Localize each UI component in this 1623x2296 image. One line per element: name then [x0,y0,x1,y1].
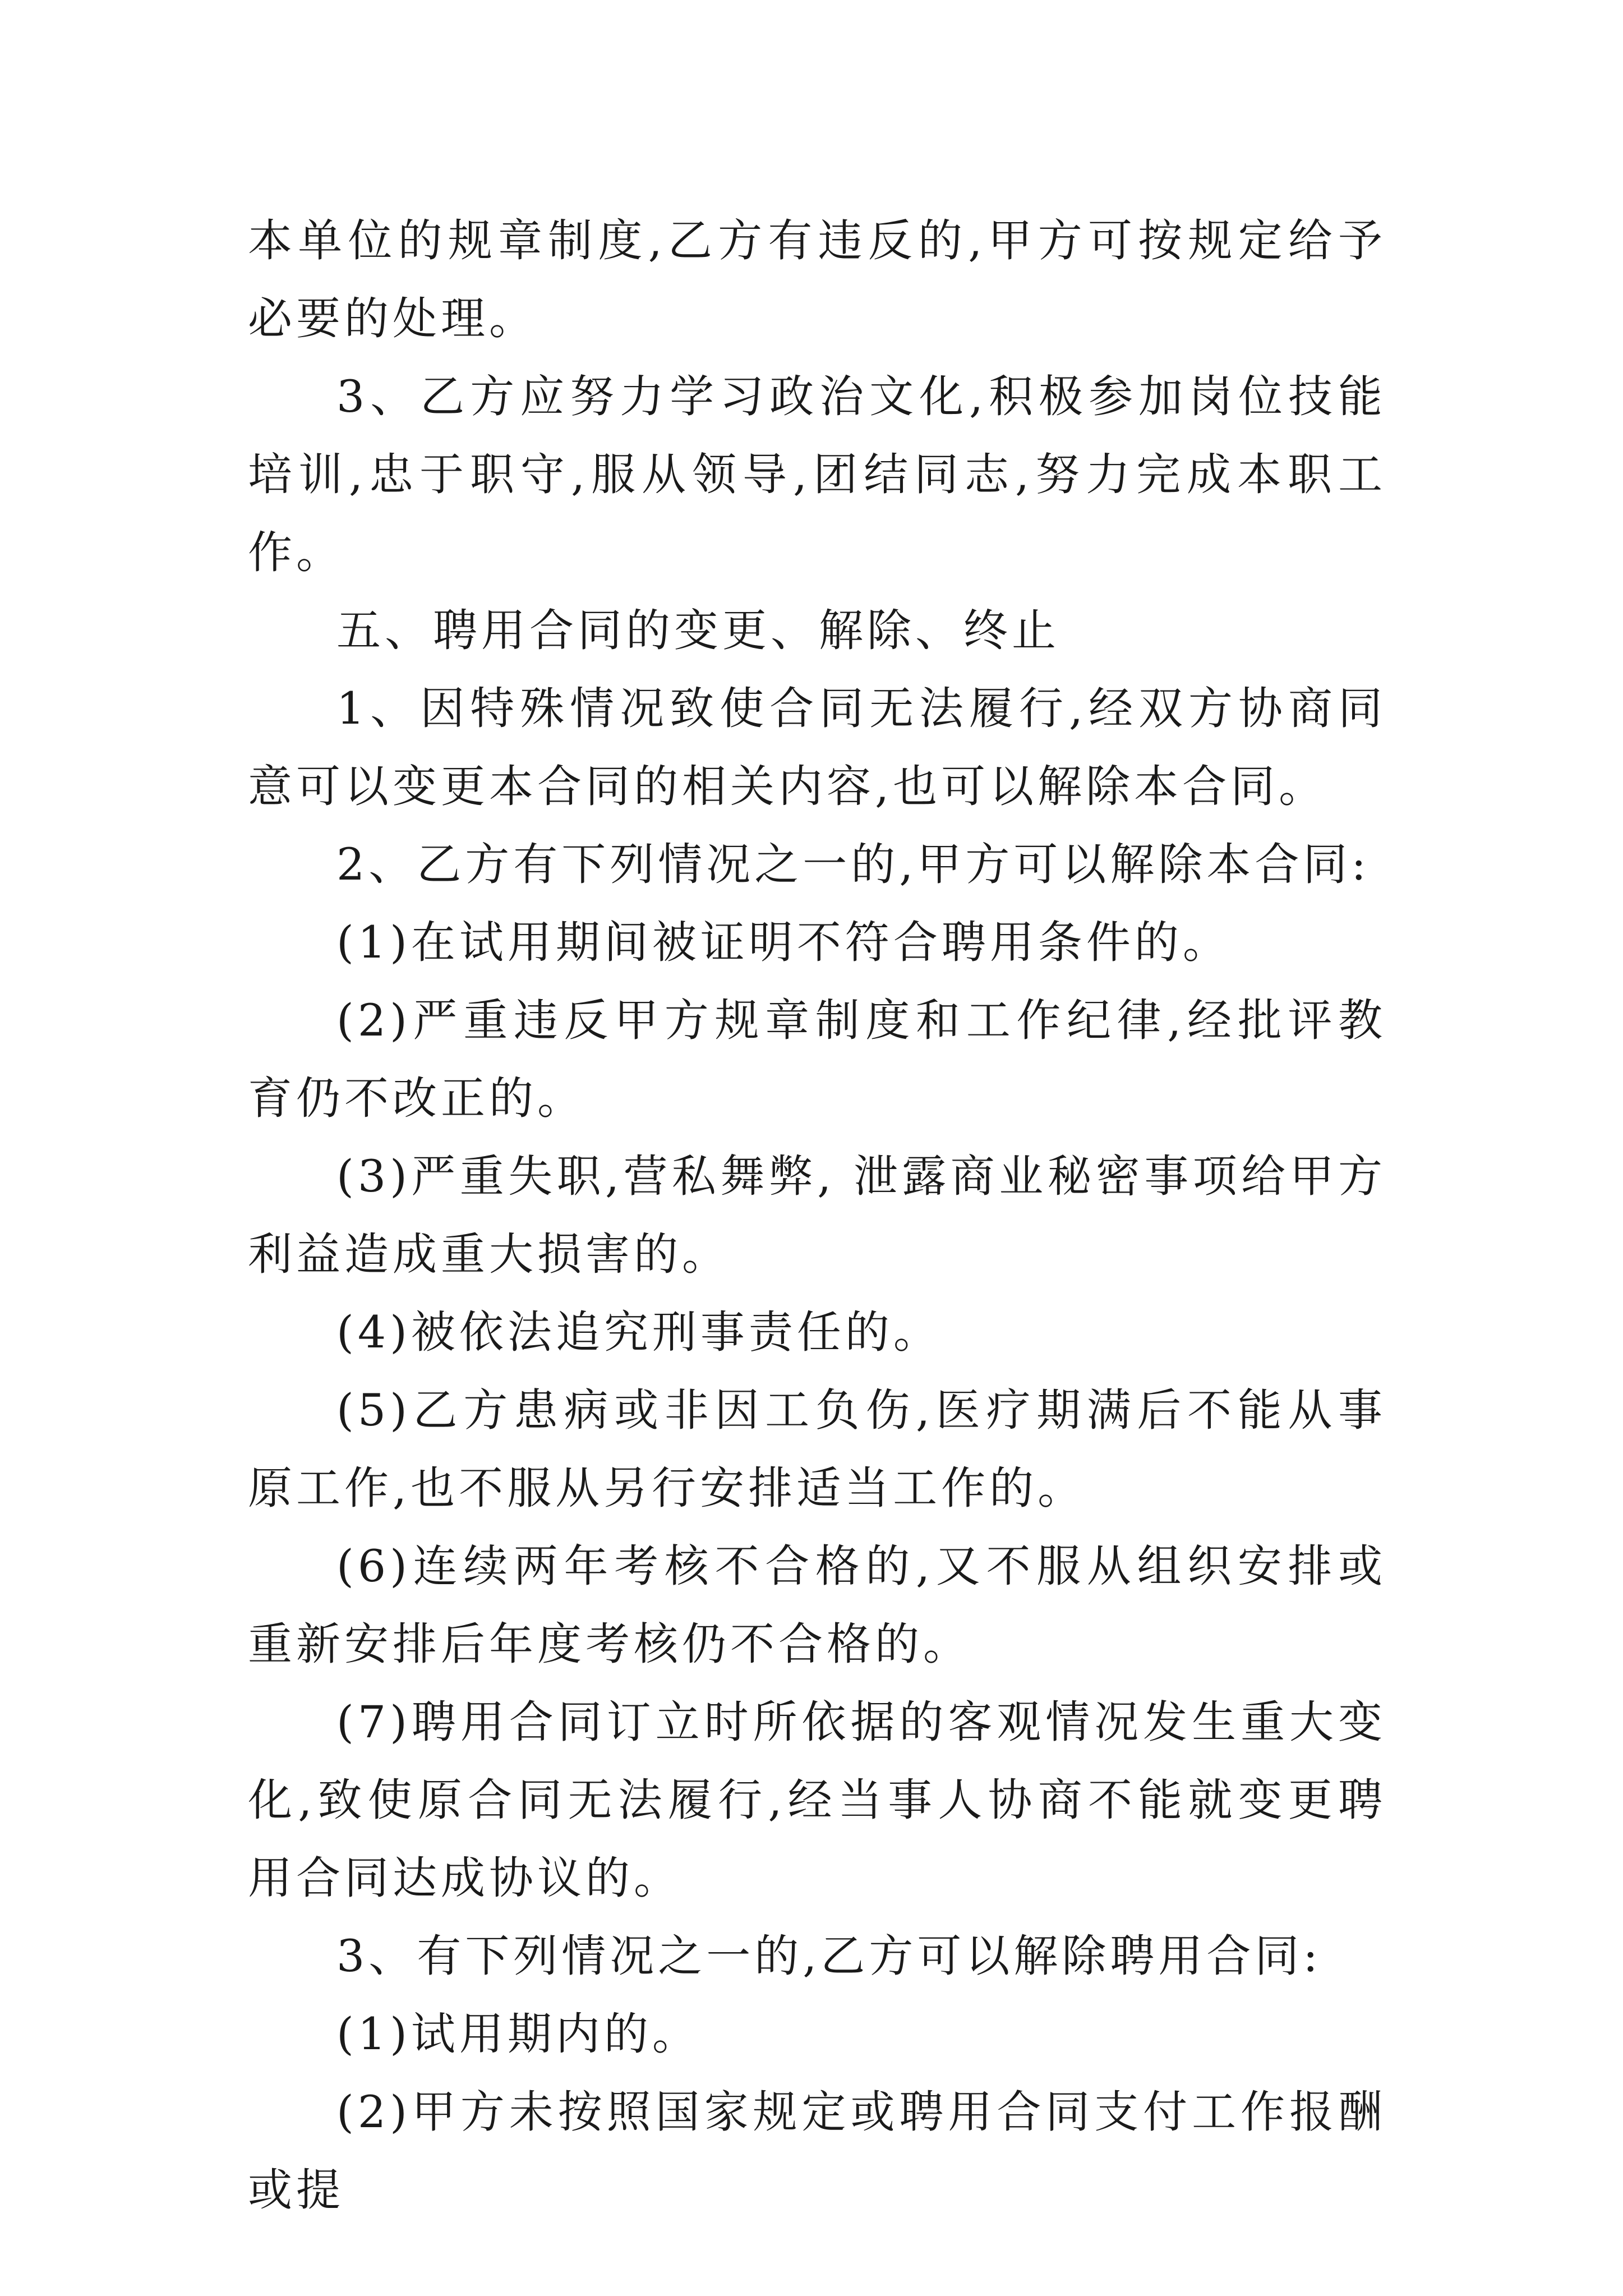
list-item: (1)在试用期间被证明不符合聘用条件的。 [336,917,1231,968]
section-heading: 五、聘用合同的变更、解除、终止 [336,605,1060,656]
list-item: (5)乙方患病或非因工负伤,医疗期满后不能从事原工作,也不服从另行安排适当工作的。 [248,1384,1386,1514]
list-item: (2)甲方未按照国家规定或聘用合同支付工作报酬或提 [248,2086,1386,2216]
list-item: (2)严重违反甲方规章制度和工作纪律,经批评教育仍不改正的。 [248,995,1386,1124]
paragraph: 3、有下列情况之一的,乙方可以解除聘用合同: [336,1930,1322,1982]
document-body [248,202,1386,2229]
list-item: (7)聘用合同订立时所依据的客观情况发生重大变化,致使原合同无法履行,经当事人协商不能就变更聘用合同达成协议的。 [248,1696,1386,1904]
paragraph: 3、乙方应努力学习政治文化,积极参加岗位技能培训,忠于职守,服从领导,团结同志,努力完成本职工作。 [248,371,1386,578]
list-item: (1)试用期内的。 [336,2008,700,2060]
list-item: (6)连续两年考核不合格的,又不服从组织安排或重新安排后年度考核仍不合格的。 [248,1540,1386,1670]
list-item: (4)被依法追究刑事责任的。 [336,1306,942,1358]
paragraph: 2、乙方有下列情况之一的,甲方可以解除本合同: [336,839,1370,890]
paragraph: 本单位的规章制度,乙方有违反的,甲方可按规定给予必要的处理。 [248,215,1386,344]
list-item: (3)严重失职,营私舞弊, 泄露商业秘密事项给甲方利益造成重大损害的。 [248,1151,1386,1280]
paragraph: 1、因特殊情况致使合同无法履行,经双方协商同意可以变更本合同的相关内容,也可以解除本合同。 [248,683,1386,812]
